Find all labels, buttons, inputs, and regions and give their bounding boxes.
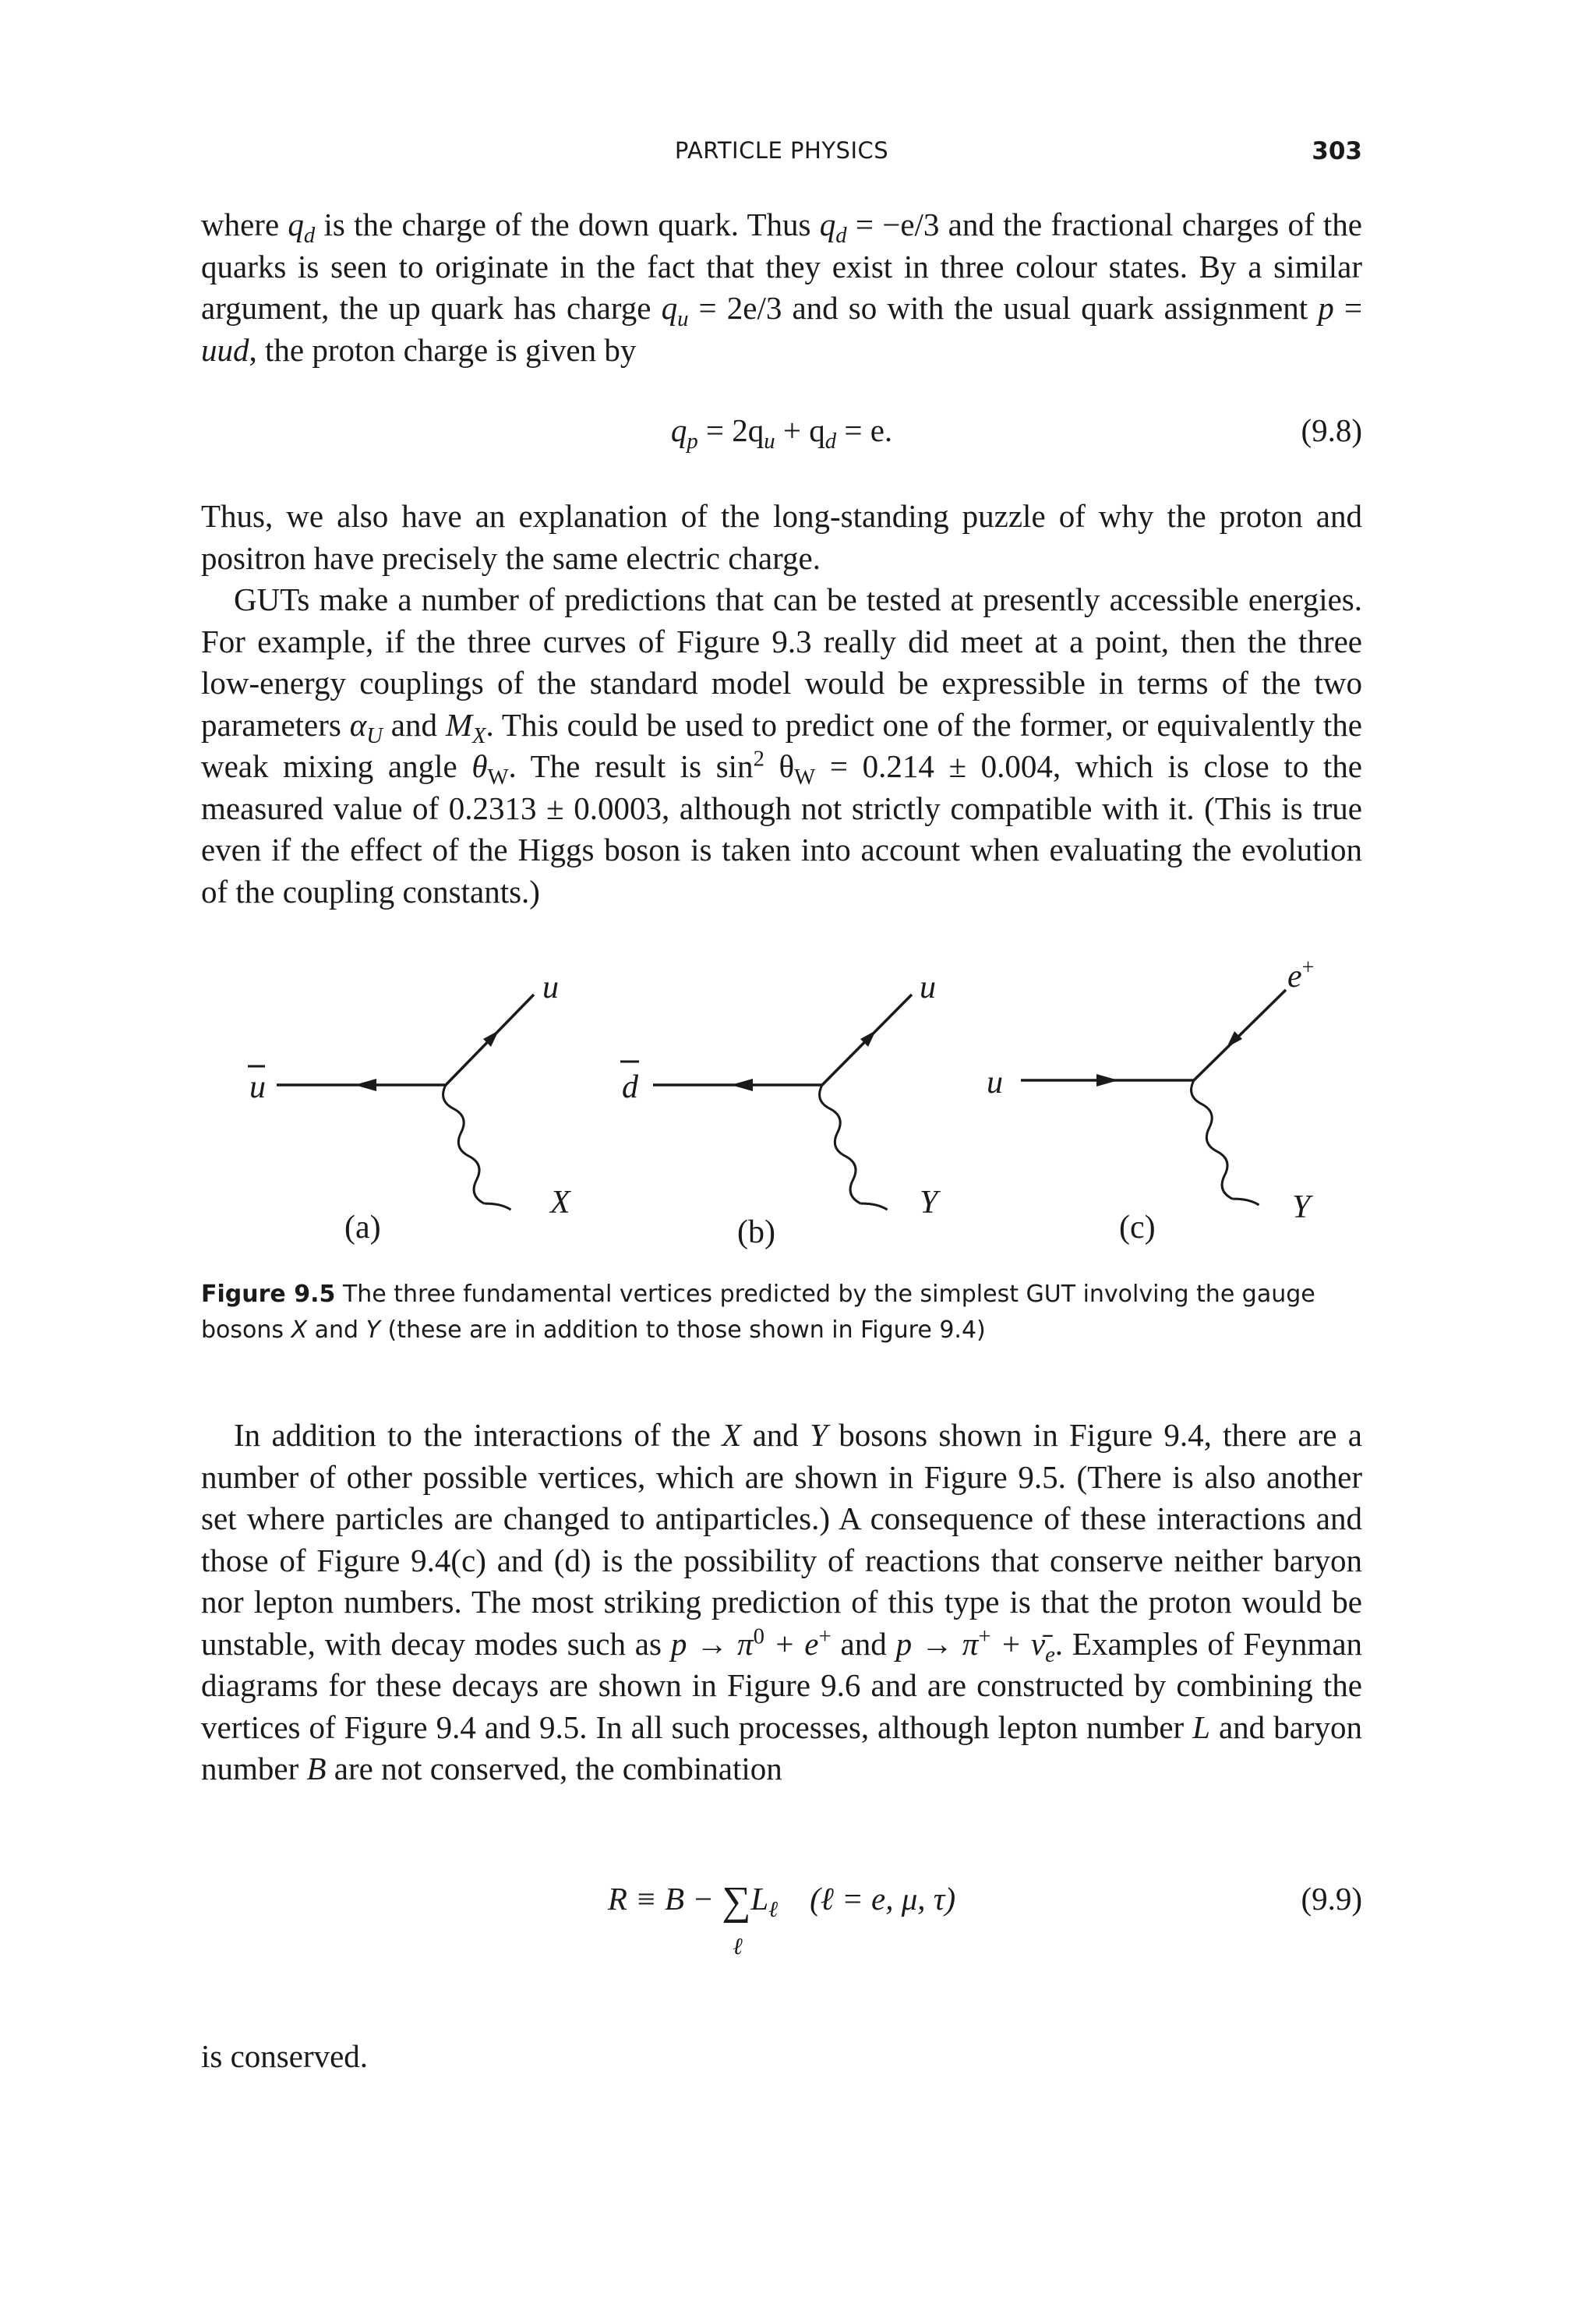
particle-in-label: u <box>987 1065 1003 1101</box>
feynman-diagrams <box>0 951 1596 1278</box>
figure-caption: Figure 9.5 The three fundamental vertices predicted by the simplest GUT involving the gauge bosons X and Y (these are in addition to those shown in Figure 9.4) <box>201 1281 1315 1344</box>
equation-number: (9.8) <box>1301 412 1362 448</box>
particle-in-label: d <box>622 1069 638 1105</box>
particle-out-label: e+ <box>1287 956 1315 995</box>
fermion-line-out <box>1194 990 1286 1080</box>
boson-label: Y <box>920 1185 938 1221</box>
arrow-head <box>355 1079 376 1091</box>
boson-label: X <box>550 1185 570 1221</box>
page-header <box>201 137 1362 171</box>
particle-in-label: u <box>249 1069 266 1105</box>
arrow-head <box>1096 1074 1118 1087</box>
diagram-label: (a) <box>344 1210 381 1246</box>
diagram-label: (c) <box>1119 1210 1156 1246</box>
paragraph-1: where $q_d$ is the charge of the down quark. Thus $q_d = -e/3$ and the fractional charges of the quarks is seen to originate in the fact that they exist in three colour states. By a similar argument, the up quark has charge $q_u = 2e/3$ and so with the usual quark assignment p = uud, the proton charge is given by <box>201 207 1362 368</box>
vertex-diagram-c <box>987 956 1314 1246</box>
boson-wavy-line <box>1188 1073 1259 1214</box>
boson-wavy-line <box>440 1078 510 1219</box>
arrow-head <box>731 1079 753 1091</box>
equation-9-8 <box>201 412 1362 458</box>
boson-wavy-line <box>816 1078 887 1219</box>
paragraph-3: GUTs make a number of predictions that can be tested at presently accessible energies. For example, if the three curves of Figure 9.3 really did meet at a point, then the three low-energy couplings of the standard model would be expressible in terms of the two parameters $\alpha_U$ and $M_X$. This could be used to predict one of the former, or equivalently the weak mixing angle $\theta_W$. The result is $\sin^2 \theta_W = 0.214 \pm 0.004$, which is close to the measured value of 0.2313 ± 0.0003, although not strictly compatible with it. (This is true even if the effect of the Higgs boson is taken into account when evaluating the evolution of the coupling constants.) <box>201 581 1363 910</box>
paragraph-5: is conserved. <box>201 2038 369 2074</box>
diagram-label: (b) <box>737 1214 775 1250</box>
figure-label: Figure 9.5 <box>201 1281 336 1308</box>
equation-9-9 <box>201 1880 1362 1966</box>
equation-9-8-body: $q_p = 2q_u + q_d = e$. <box>670 412 893 454</box>
page-number: 303 <box>1312 137 1362 165</box>
paragraph-4: In addition to the interactions of the X and Y bosons shown in Figure 9.4, there are a number of other possible vertices, which are shown in Figure 9.5. (There is also another set where particles are changed to antiparticles.) A consequence of these interactions and those of Figure 9.4(c) and (d) is the possibility of reactions that conserve neither baryon nor lepton numbers. The most striking prediction of this type is that the proton would be unstable, with decay modes such as $p \to \pi^0 + e^+$ and $p \to \pi^+ + \nū_e$. Examples of Feynman diagrams for these decays are shown in Figure 9.6 and are constructed by combining the vertices of Figure 9.4 and 9.5. In all such processes, although lepton number L and baryon number B are not conserved, the combination <box>201 1417 1363 1786</box>
particle-out-label: u <box>542 970 559 1005</box>
equation-number: (9.9) <box>1301 1881 1362 1917</box>
vertex-diagram-a <box>248 970 572 1246</box>
particle-out-label: u <box>920 970 936 1005</box>
paragraph-2: Thus, we also have an explanation of the long-standing puzzle of why the proton and positron have precisely the same electric charge. <box>201 498 1362 576</box>
running-title: PARTICLE PHYSICS <box>674 137 889 164</box>
boson-label: Y <box>1292 1189 1311 1225</box>
summation-symbol: ∑ ℓ <box>722 1879 751 1959</box>
equation-9-9-body: R ≡ B − ∑ ℓ $L_\ell$ (ℓ = e, μ, τ) <box>607 1879 956 1959</box>
vertex-diagram-b <box>620 970 941 1250</box>
